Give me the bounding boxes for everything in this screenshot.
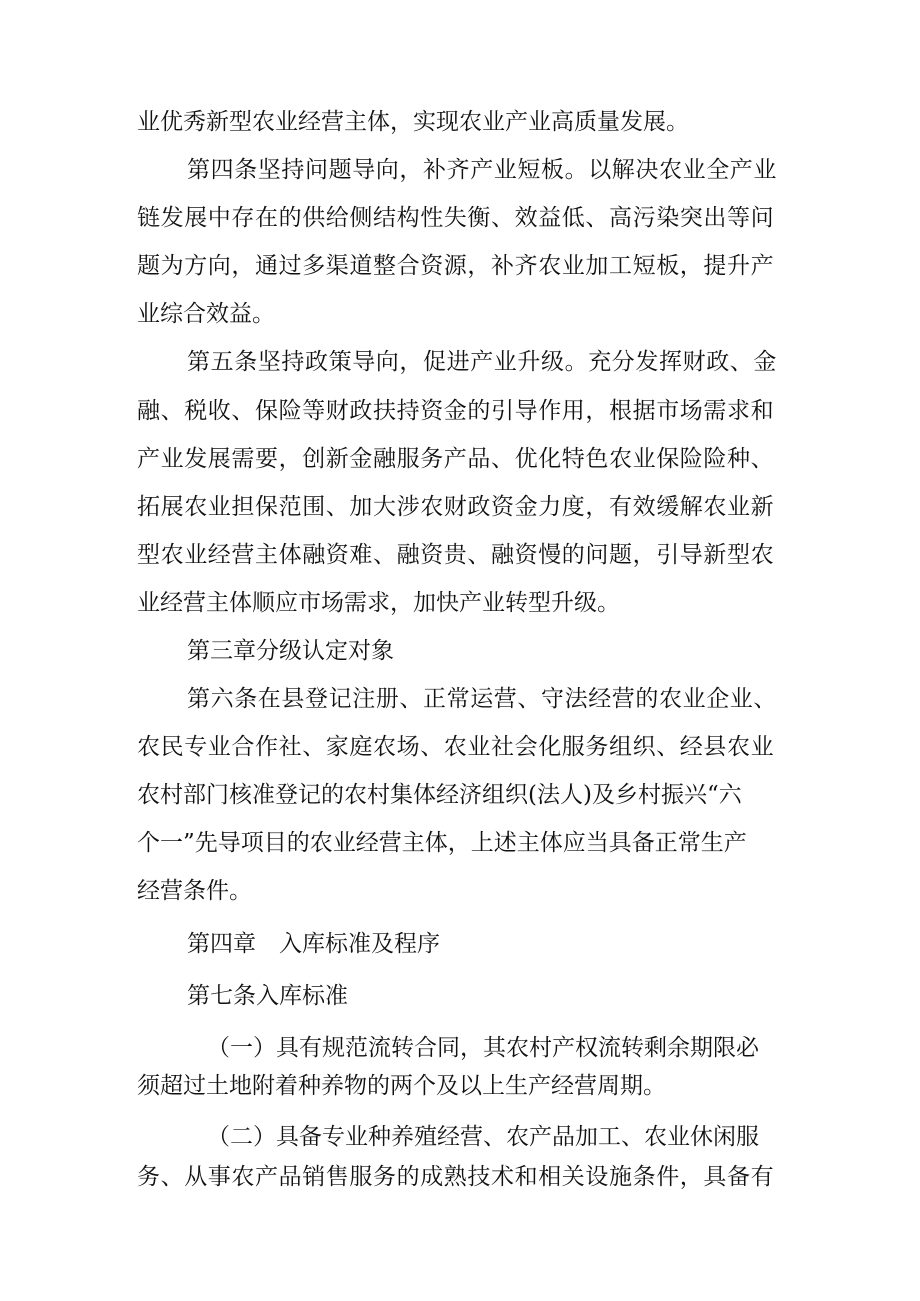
article-7-heading: 第七条入库标准 <box>187 983 348 1009</box>
text-line: 业优秀新型农业经营主体，实现农业产业高质量发展。 <box>137 109 689 135</box>
text-line: 题为方向，通过多渠道整合资源，补齐农业加工短板，提升产 <box>137 253 775 279</box>
text-line: 融、税收、保险等财政扶持资金的引导作用，根据市场需求和 <box>137 398 775 424</box>
text-line: 务、从事农产品销售服务的成熟技术和相关设施条件，具备有 <box>137 1164 775 1190</box>
article-6-line: 第六条在县登记注册、正常运营、守法经营的农业企业、 <box>187 686 777 712</box>
text-line: 农民专业合作社、家庭农场、农业社会化服务组织、经县农业 <box>137 734 775 760</box>
text-line: 农村部门核准登记的农村集体经济组织(法人)及乡村振兴“六 <box>137 782 742 808</box>
item-2-line: （二）具备专业种养殖经营、农产品加工、农业休闲服 <box>207 1124 759 1150</box>
text-line: 型农业经营主体融资难、融资贵、融资慢的问题，引导新型农 <box>137 542 775 568</box>
text-line: 业综合效益。 <box>137 301 275 327</box>
chapter-4-heading: 第四章 入库标准及程序 <box>187 931 440 957</box>
text-line: 业经营主体顺应市场需求，加快产业转型升级。 <box>137 590 620 616</box>
text-line: 个一”先导项目的农业经营主体，上述主体应当具备正常生产 <box>137 830 747 856</box>
text-line: 须超过土地附着种养物的两个及以上生产经营周期。 <box>137 1073 666 1099</box>
article-4-line: 第四条坚持问题导向，补齐产业短板。以解决农业全产业 <box>187 157 777 183</box>
text-line: 经营条件。 <box>137 878 252 904</box>
text-line: 链发展中存在的供给侧结构性失衡、效益低、高污染突出等问 <box>137 205 775 231</box>
chapter-3-heading: 第三章分级认定对象 <box>187 638 394 664</box>
text-line: 拓展农业担保范围、加大涉农财政资金力度，有效缓解农业新 <box>137 494 775 520</box>
text-line: 产业发展需要，创新金融服务产品、优化特色农业保险险种、 <box>137 446 775 472</box>
item-1-line: （一）具有规范流转合同，其农村产权流转剩余期限必 <box>207 1035 759 1061</box>
article-5-line: 第五条坚持政策导向，促进产业升级。充分发挥财政、金 <box>187 349 777 375</box>
